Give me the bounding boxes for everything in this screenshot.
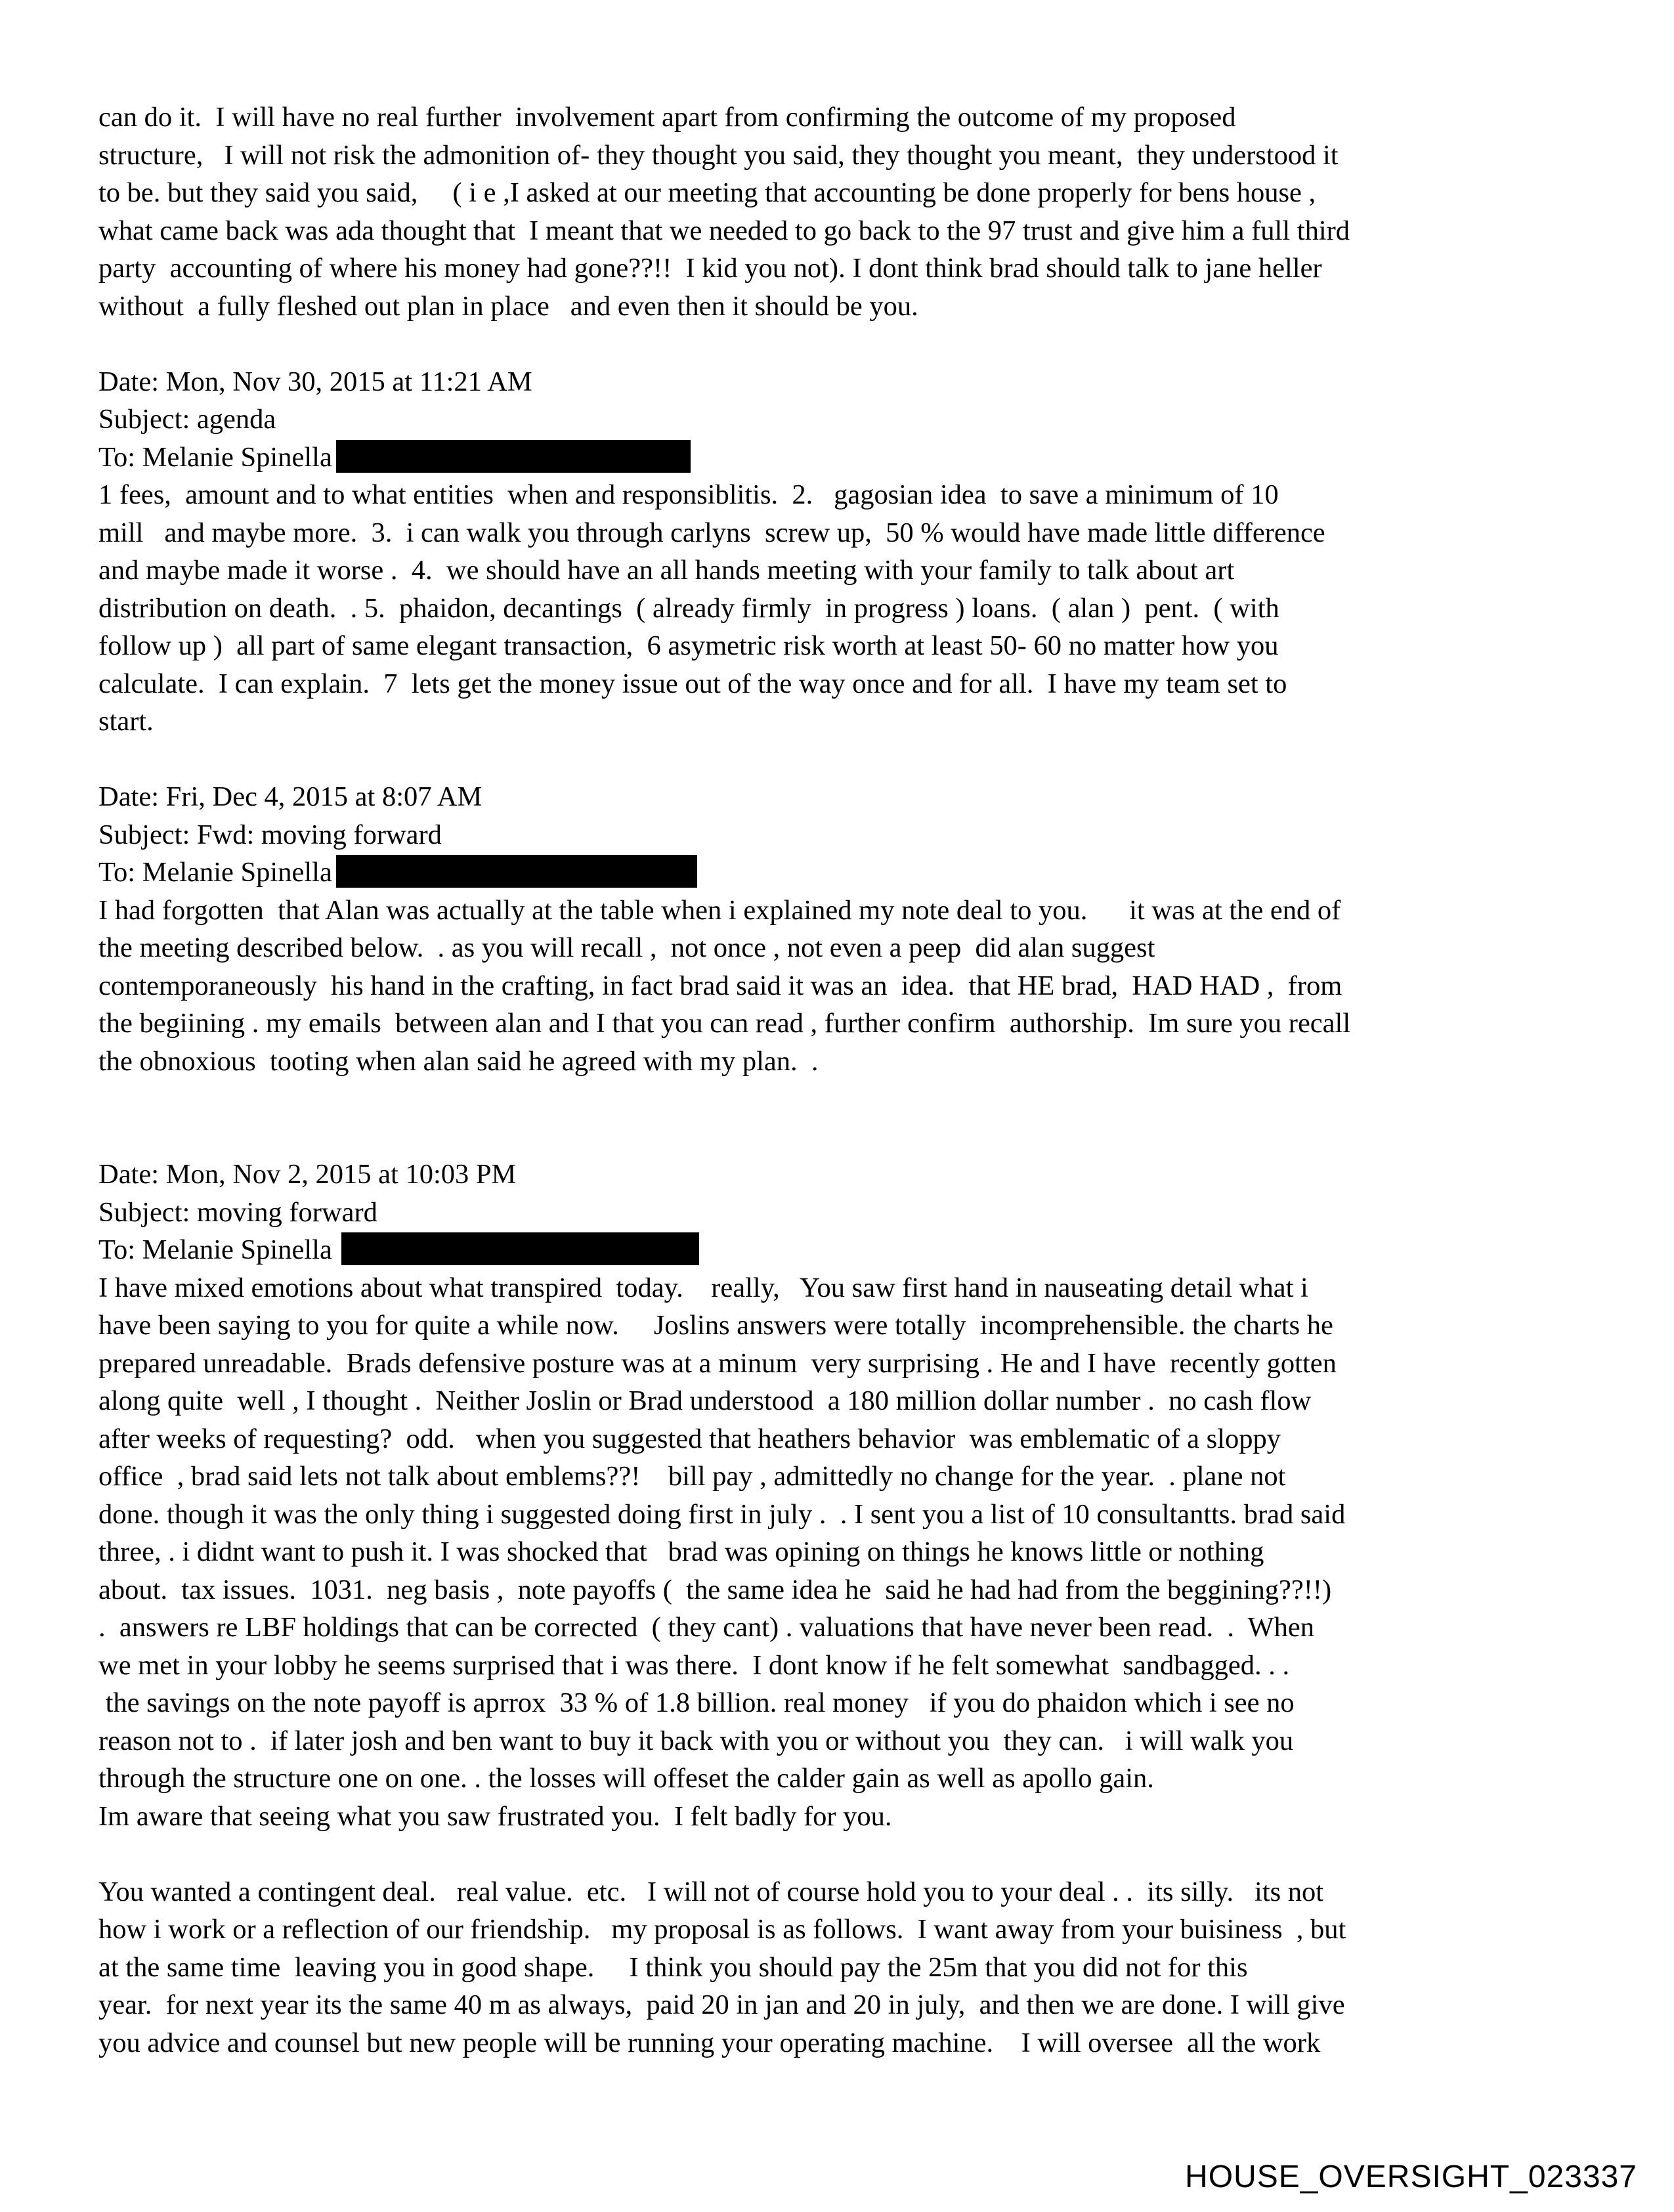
email-to-text: To: Melanie Spinella xyxy=(98,441,332,473)
email-to-text: To: Melanie Spinella xyxy=(98,1234,332,1265)
text-line: follow up ) all part of same elegant transaction, 6 asymetric risk worth at least 50- 60 no matter how you xyxy=(98,630,1279,661)
continued-paragraph xyxy=(98,98,1582,325)
email-nov-30 xyxy=(98,363,1582,741)
text-line: office , brad said lets not talk about emblems??! bill pay , admittedly no change for the year. . plane not xyxy=(98,1461,1286,1492)
text-line: reason not to . if later josh and ben want to buy it back with you or without you they can. i will walk you xyxy=(98,1725,1294,1756)
text-line: the obnoxious tooting when alan said he agreed with my plan. . xyxy=(98,1045,819,1077)
email-subject: Subject: moving forward xyxy=(98,1196,377,1228)
redaction-box xyxy=(336,855,697,888)
text-line: calculate. I can explain. 7 lets get the money issue out of the way once and for all. I have my team set to xyxy=(98,668,1287,699)
text-line: without a fully fleshed out plan in place and even then it should be you. xyxy=(98,290,918,322)
email-date: Date: Fri, Dec 4, 2015 at 8:07 AM xyxy=(98,781,483,812)
text-line: how i work or a reflection of our friendship. my proposal is as follows. I want away from your buisiness , but xyxy=(98,1914,1346,1945)
text-line: . answers re LBF holdings that can be corrected ( they cant) . valuations that have never been read. . When xyxy=(98,1612,1315,1643)
text-line: along quite well , I thought . Neither Joslin or Brad understood a 180 million dollar number . no cash flow xyxy=(98,1385,1312,1416)
text-line: can do it. I will have no real further involvement apart from confirming the outcome of my proposed xyxy=(98,102,1236,133)
email-date: Date: Mon, Nov 2, 2015 at 10:03 PM xyxy=(98,1159,517,1190)
email-to xyxy=(98,854,1582,892)
text-line: at the same time leaving you in good shape. I think you should pay the 25m that you did not for this xyxy=(98,1951,1248,1983)
text-line: and maybe made it worse . 4. we should have an all hands meeting with your family to talk about art xyxy=(98,555,1235,586)
text-line: 1 fees, amount and to what entities when and responsiblitis. 2. gagosian idea to save a minimum of 10 xyxy=(98,479,1279,510)
text-line: the savings on the note payoff is aprrox 33 % of 1.8 billion. real money if you do phaidon which i see no xyxy=(98,1687,1295,1718)
text-line: contemporaneously his hand in the crafting, in fact brad said it was an idea. that HE brad, HAD HAD , from xyxy=(98,970,1342,1001)
redaction-box xyxy=(336,440,691,473)
text-line: the begiining . my emails between alan and I that you can read , further confirm authorship. Im sure you recall xyxy=(98,1008,1351,1039)
text-line: after weeks of requesting? odd. when you suggested that heathers behavior was emblematic of a sloppy xyxy=(98,1423,1281,1454)
email-nov-2 xyxy=(98,1156,1582,2062)
text-line: structure, I will not risk the admonition of- they thought you said, they thought you meant, they understood it xyxy=(98,139,1339,171)
text-line: start. xyxy=(98,706,154,737)
text-line: through the structure one on one. . the losses will offeset the calder gain as well as apollo gain. xyxy=(98,1763,1154,1794)
email-dec-4 xyxy=(98,778,1582,1080)
text-line: I have mixed emotions about what transpired today. really, You saw first hand in nauseating detail what i xyxy=(98,1272,1308,1303)
bates-number: HOUSE_OVERSIGHT_023337 xyxy=(1185,2159,1637,2194)
text-line: to be. but they said you said, ( i e ,I asked at our meeting that accounting be done properly for bens house , xyxy=(98,177,1316,208)
email-to xyxy=(98,439,1582,477)
text-line: distribution on death. . 5. phaidon, decantings ( already firmly in progress ) loans. ( alan ) pent. ( with xyxy=(98,592,1279,624)
redaction-box xyxy=(341,1232,699,1265)
text-line: You wanted a contingent deal. real value. etc. I will not of course hold you to your deal . . its silly. its not xyxy=(98,1876,1324,1907)
text-line: three, . i didnt want to push it. I was shocked that brad was opining on things he knows little or nothing xyxy=(98,1536,1264,1567)
email-subject: Subject: Fwd: moving forward xyxy=(98,819,442,850)
text-line: you advice and counsel but new people will be running your operating machine. I will oversee all the work xyxy=(98,2027,1321,2058)
email-to xyxy=(98,1231,1582,1269)
text-line: party accounting of where his money had gone??!! I kid you not). I dont think brad should talk to jane heller xyxy=(98,253,1322,284)
email-date: Date: Mon, Nov 30, 2015 at 11:21 AM xyxy=(98,366,532,397)
text-line: year. for next year its the same 40 m as always, paid 20 in jan and 20 in july, and then we are done. I will give xyxy=(98,1989,1345,2020)
text-line: the meeting described below. . as you will recall , not once , not even a peep did alan suggest xyxy=(98,932,1155,963)
text-line: about. tax issues. 1031. neg basis , note payoffs ( the same idea he said he had had from the beggining??!!) xyxy=(98,1574,1332,1605)
text-line: we met in your lobby he seems surprised that i was there. I dont know if he felt somewhat sandbagged. . . xyxy=(98,1649,1290,1681)
document-body xyxy=(98,98,1582,2062)
text-line: what came back was ada thought that I meant that we needed to go back to the 97 trust and give him a full third xyxy=(98,215,1350,246)
text-line: I had forgotten that Alan was actually at the table when i explained my note deal to you. it was at the end of xyxy=(98,894,1341,926)
text-line: mill and maybe more. 3. i can walk you through carlyns screw up, 50 % would have made little difference xyxy=(98,517,1325,548)
text-line: prepared unreadable. Brads defensive posture was at a minum very surprising . He and I have recently gotten xyxy=(98,1347,1337,1379)
email-subject: Subject: agenda xyxy=(98,404,276,435)
text-line: Im aware that seeing what you saw frustrated you. I felt badly for you. xyxy=(98,1800,892,1832)
email-to-text: To: Melanie Spinella xyxy=(98,857,332,888)
text-line: done. though it was the only thing i suggested doing first in july . . I sent you a list of 10 consultantts. brad said xyxy=(98,1498,1346,1530)
text-line: have been saying to you for quite a while now. Joslins answers were totally incomprehensible. the charts he xyxy=(98,1310,1333,1341)
